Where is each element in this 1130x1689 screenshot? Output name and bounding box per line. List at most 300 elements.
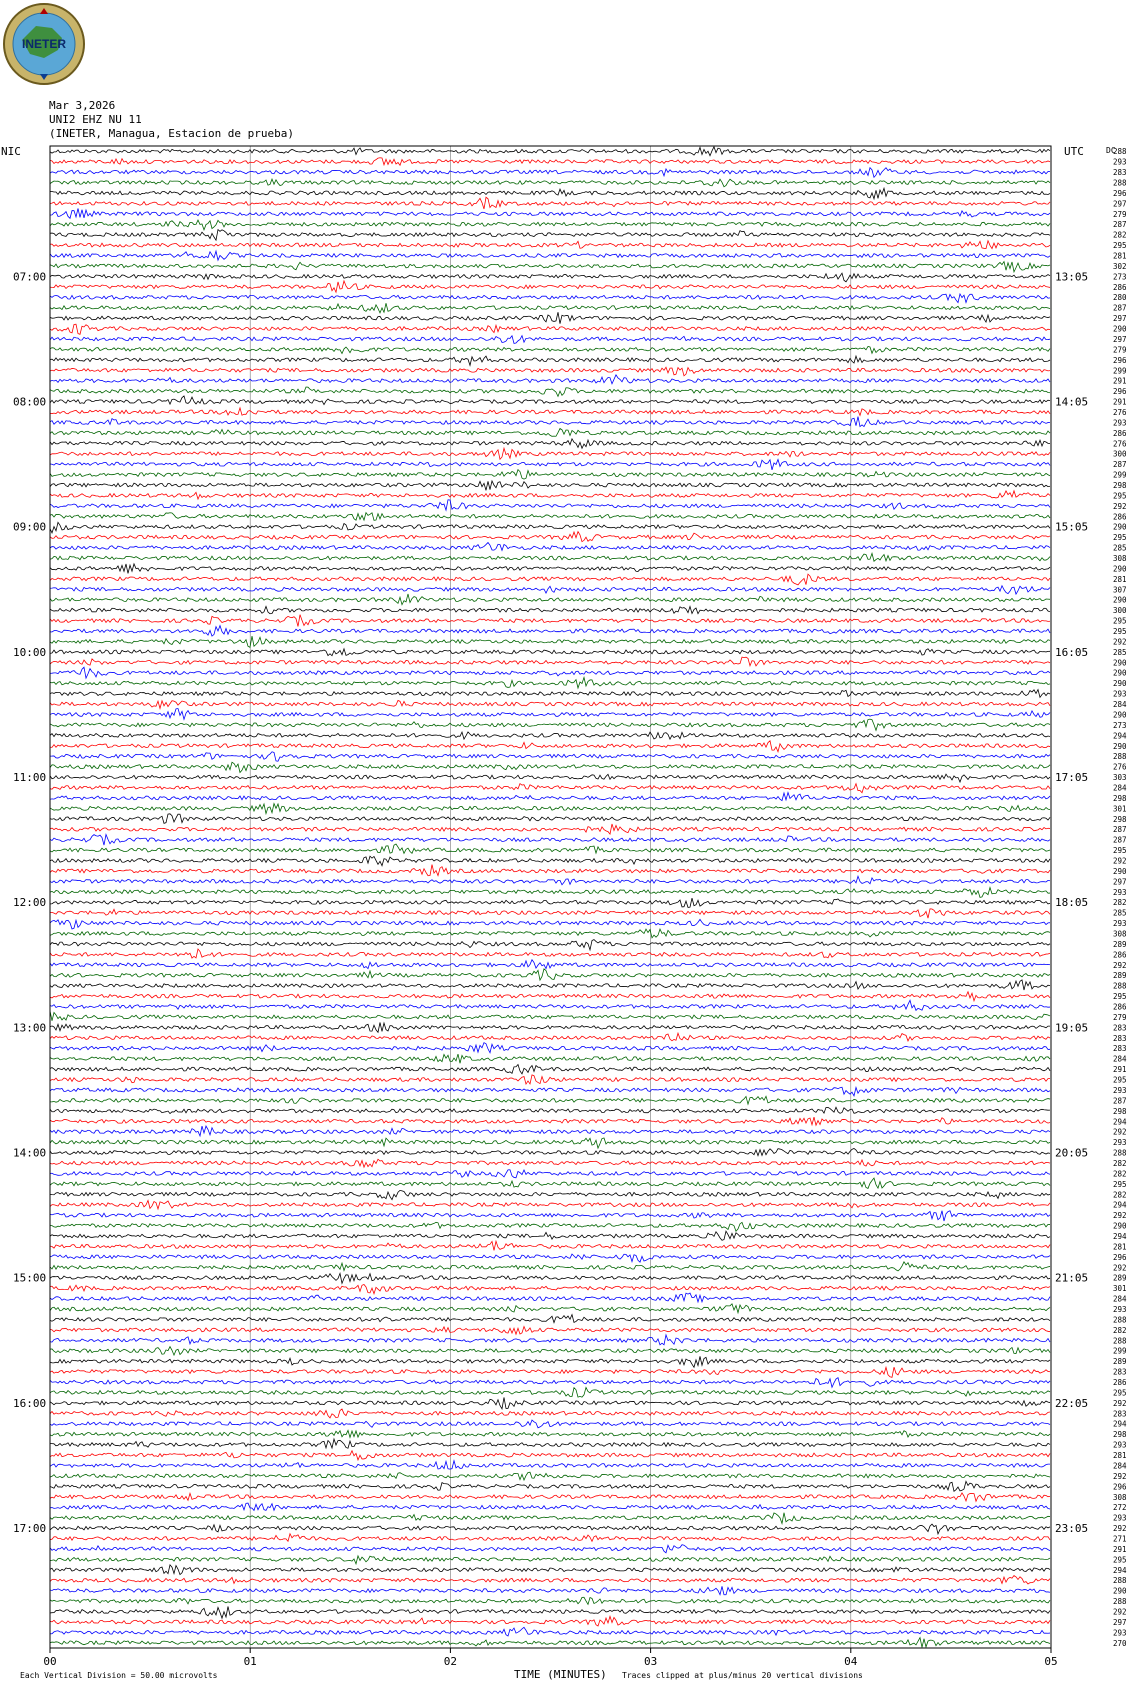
seismic-trace [50,481,1050,490]
seismic-trace [50,793,1050,801]
plot-date: Mar 3,2026 [49,99,116,112]
seismic-trace [50,814,1050,824]
seismic-trace [50,1293,1050,1302]
dc-offset-label: 295 [1113,992,1127,1002]
seismic-trace [50,312,1050,323]
dc-offset-label: 279 [1113,209,1127,219]
left-hour-label: 17:00 [13,1522,47,1536]
seismic-trace [50,1378,1050,1388]
seismic-trace [50,197,1050,209]
seismic-trace [50,719,1050,730]
seismic-trace [50,929,1050,938]
dc-offset-label: 292 [1113,856,1127,866]
seismic-trace [50,417,1050,427]
seismic-trace [50,294,1050,303]
dc-offset-label: 296 [1113,1252,1127,1262]
dc-offset-label: 297 [1113,314,1127,324]
scale-note: Each Vertical Division = 50.00 microvolts [20,1671,218,1680]
dc-offset-label: 308 [1113,1492,1127,1502]
right-hour-label: 23:05 [1055,1522,1089,1536]
seismic-trace [50,1117,1050,1125]
dc-offset-label: 293 [1113,1513,1127,1523]
seismic-trace [50,1222,1050,1231]
seismic-trace [50,876,1050,885]
dc-offset-label: 286 [1113,428,1127,438]
dc-offset-label: 288 [1113,981,1127,991]
seismic-trace [50,532,1050,542]
seismic-trace [50,1126,1050,1136]
dc-offset-label: 295 [1113,1179,1127,1189]
dc-offset-label: 296 [1113,387,1127,397]
seismic-trace [50,909,1050,918]
seismic-trace [50,1335,1050,1345]
seismic-trace [50,844,1050,853]
dc-offset-label: 293 [1113,1138,1127,1148]
seismic-trace [50,408,1050,416]
left-hour-label: 11:00 [13,771,47,785]
seismic-trace [50,1387,1050,1397]
dc-offset-label: 281 [1113,574,1127,584]
seismic-trace [50,1285,1050,1294]
x-tick-label: 05 [1044,1655,1058,1668]
dc-offset-label: 270 [1113,1638,1127,1648]
seismic-trace [50,1011,1050,1021]
dc-offset-label: 297 [1113,877,1127,887]
x-tick-label: 01 [243,1655,257,1668]
seismic-trace [50,1159,1050,1167]
dc-offset-label: 301 [1113,1284,1127,1294]
dc-offset-label: 288 [1113,1336,1127,1346]
dc-offset-label: 291 [1113,1065,1127,1075]
dc-offset-label: 295 [1113,1555,1127,1565]
seismic-trace [50,1304,1050,1313]
left-hour-label: 08:00 [13,395,47,409]
seismic-trace [50,1534,1050,1542]
seismic-trace [50,1481,1050,1491]
seismic-trace [50,522,1050,533]
seismic-trace [50,1397,1050,1408]
dc-offset-label: 293 [1113,887,1127,897]
seismic-trace [50,1241,1050,1250]
dc-offset-label: 272 [1113,1503,1127,1513]
seismic-trace [50,273,1050,282]
dc-offset-label: 292 [1113,501,1127,511]
seismic-trace [50,690,1050,698]
seismic-trace [50,470,1050,479]
seismic-trace [50,324,1050,334]
dc-offset-label: 300 [1113,606,1127,616]
dc-offset-label: 289 [1113,1273,1127,1283]
dc-offset-label: 299 [1113,470,1127,480]
dc-offset-label: 290 [1113,595,1127,605]
dc-offset-label: 294 [1113,1200,1127,1210]
dc-offset-label: 281 [1113,1451,1127,1461]
seismic-trace [50,774,1050,782]
dc-offset-label: 286 [1113,282,1127,292]
dc-offset-label: 283 [1113,1033,1127,1043]
dc-offset-label: 283 [1113,1044,1127,1054]
dc-offset-label: 283 [1113,168,1127,178]
dc-offset-label: 293 [1113,1628,1127,1638]
seismic-trace [50,1597,1050,1604]
right-hour-label: 21:05 [1055,1271,1089,1285]
dc-offset-label: 302 [1113,261,1127,271]
dc-offset-label: 284 [1113,783,1127,793]
dc-offset-label: 295 [1113,241,1127,251]
seismic-trace [50,1627,1050,1636]
dc-offset-label: 287 [1113,220,1127,230]
seismic-trace [50,1367,1050,1377]
dc-offset-label: 284 [1113,1054,1127,1064]
seismic-trace [50,960,1050,969]
seismic-trace [50,336,1050,344]
seismic-trace [50,1200,1050,1209]
dc-offset-label: 293 [1113,689,1127,699]
dc-offset-label: 288 [1113,1315,1127,1325]
seismic-trace [50,1545,1050,1553]
seismic-trace [50,262,1050,272]
dc-offset-label: 290 [1113,658,1127,668]
dc-offset-label: 292 [1113,1398,1127,1408]
seismic-trace [50,179,1050,187]
seismic-trace [50,626,1050,637]
seismic-trace [50,940,1050,950]
seismic-trace [50,762,1050,772]
dc-offset-label: 283 [1113,1367,1127,1377]
dc-offset-label: 282 [1113,1325,1127,1335]
dc-offset-label: 294 [1113,1231,1127,1241]
seismic-trace [50,1231,1050,1240]
x-tick-label: 00 [43,1655,57,1668]
dc-offset-label: 292 [1113,1127,1127,1137]
dc-offset-label: 294 [1113,1565,1127,1575]
dc-offset-label: 279 [1113,345,1127,355]
seismic-trace [50,429,1050,437]
dc-offset-label: 299 [1113,366,1127,376]
dc-offset-label: 282 [1113,898,1127,908]
dc-offset-label: 280 [1113,293,1127,303]
dc-offset-label: 287 [1113,460,1127,470]
dc-offset-label: 292 [1113,1607,1127,1617]
seismic-trace [50,1513,1050,1524]
dc-offset-label: 308 [1113,929,1127,939]
seismic-trace [50,586,1050,594]
seismic-trace [50,657,1050,666]
seismic-trace [50,1439,1050,1448]
dc-offset-label: 295 [1113,1075,1127,1085]
seismic-trace [50,281,1050,292]
seismic-trace [50,1575,1050,1583]
dc-offset-label: 294 [1113,1117,1127,1127]
seismic-trace [50,574,1050,585]
dc-offset-label: 282 [1113,1169,1127,1179]
dc-offset-label: 282 [1113,230,1127,240]
seismic-trace [50,147,1050,156]
seismic-trace [50,980,1050,990]
left-hour-label: 15:00 [13,1271,47,1285]
seismic-trace [50,491,1050,499]
dc-offset-label: 285 [1113,543,1127,553]
dc-offset-label: 289 [1113,939,1127,949]
seismic-trace [50,700,1050,708]
dc-offset-label: 290 [1113,1221,1127,1231]
dc-offset-label: 288 [1113,147,1127,157]
seismic-trace [50,1503,1050,1510]
seismic-trace [50,732,1050,739]
dc-offset-label: 293 [1113,1085,1127,1095]
dc-offset-label: 303 [1113,773,1127,783]
seismic-trace [50,1054,1050,1063]
dc-offset-label: 293 [1113,157,1127,167]
seismic-trace [50,949,1050,958]
dc-offset-label: 295 [1113,533,1127,543]
left-hour-label: 14:00 [13,1146,47,1160]
seismic-trace [50,1347,1050,1355]
dc-offset-label: 300 [1113,449,1127,459]
seismic-trace [50,1254,1050,1262]
channel-id: UNI2 EHZ NU 11 [49,113,142,126]
dc-offset-label: 293 [1113,1305,1127,1315]
dc-offset-label: 290 [1113,1586,1127,1596]
dc-offset-label: 298 [1113,814,1127,824]
dc-offset-label: 299 [1113,1346,1127,1356]
station-name: (INETER, Managua, Estacion de prueba) [49,127,295,140]
seismic-trace [50,1616,1050,1626]
seismic-trace [50,865,1050,876]
dc-offset-label: 292 [1113,1211,1127,1221]
dc-offset-label: 298 [1113,480,1127,490]
seismic-trace [50,606,1050,613]
seismic-trace [50,1638,1050,1648]
dc-offset-label: 296 [1113,188,1127,198]
dc-offset-label: 282 [1113,1190,1127,1200]
seismic-trace [50,1138,1050,1148]
dc-offset-label: 298 [1113,1430,1127,1440]
seismic-trace [50,356,1050,365]
dc-offset-label: 287 [1113,303,1127,313]
dc-offset-label: 288 [1113,1148,1127,1158]
seismic-trace [50,1075,1050,1084]
dc-offset-label: 295 [1113,627,1127,637]
dc-offset-label: 292 [1113,1471,1127,1481]
dc-offset-label: 283 [1113,1023,1127,1033]
seismic-trace [50,1148,1050,1155]
seismic-trace [50,1190,1050,1199]
seismic-trace [50,158,1050,166]
left-hour-label: 10:00 [13,645,47,659]
seismic-trace [50,251,1050,260]
dc-offset-label: 291 [1113,1544,1127,1554]
seismic-trace [50,594,1050,605]
seismic-trace [50,649,1050,656]
left-hour-label: 07:00 [13,270,47,284]
dc-offset-label: 290 [1113,741,1127,751]
seismic-trace [50,1065,1050,1074]
right-hour-label: 16:05 [1055,645,1089,659]
dc-offset-label: 285 [1113,647,1127,657]
seismic-trace [50,346,1050,353]
seismic-trace [50,709,1050,720]
dc-offset-label: 290 [1113,679,1127,689]
x-tick-label: 04 [844,1655,858,1668]
dc-offset-label: 307 [1113,585,1127,595]
seismic-trace [50,1409,1050,1418]
dc-offset-label: 286 [1113,950,1127,960]
dc-offset-label: 293 [1113,418,1127,428]
dc-offset-label: 288 [1113,752,1127,762]
dc-offset-label: 295 [1113,616,1127,626]
seismic-trace [50,969,1050,980]
seismic-trace [50,741,1050,752]
seismic-trace [50,898,1050,907]
dc-offset-label: 287 [1113,835,1127,845]
dc-offset-label: 297 [1113,1617,1127,1627]
seismic-trace [50,784,1050,793]
dc-offset-label: 286 [1113,512,1127,522]
seismic-trace [50,564,1050,574]
dc-offset-label: 284 [1113,1461,1127,1471]
seismic-trace [50,1586,1050,1594]
seismic-trace [50,1430,1050,1437]
dc-offset-label: 283 [1113,1409,1127,1419]
seismic-trace [50,888,1050,898]
dc-offset-label: 294 [1113,1419,1127,1429]
seismic-trace [50,448,1050,459]
dc-offset-label: 295 [1113,491,1127,501]
right-hour-label: 20:05 [1055,1146,1089,1160]
dc-offset-label: 290 [1113,668,1127,678]
dc-offset-label: 273 [1113,272,1127,282]
dc-offset-label: 287 [1113,1096,1127,1106]
right-hour-label: 22:05 [1055,1396,1089,1410]
dc-offset-label: 287 [1113,825,1127,835]
dc-offset-label: 292 [1113,1263,1127,1273]
dc-offset-label: 296 [1113,1482,1127,1492]
seismic-trace [50,500,1050,510]
x-tick-label: 02 [443,1655,458,1668]
dc-column-label: DC [1106,146,1116,155]
dc-offset-label: 297 [1113,334,1127,344]
left-hour-label: 12:00 [13,896,47,910]
left-hour-label: 13:00 [13,1021,47,1035]
seismic-trace [50,1043,1050,1053]
seismic-trace [50,667,1050,678]
seismic-trace [50,1461,1050,1469]
seismic-trace [50,459,1050,469]
seismic-trace [50,1356,1050,1367]
left-hour-label: 16:00 [13,1396,47,1410]
seismic-trace [50,439,1050,448]
seismic-trace [50,513,1050,521]
logo-text: INETER [21,37,67,51]
seismic-trace [50,220,1050,230]
seismic-trace [50,1096,1050,1104]
seismic-traces [50,147,1050,1647]
seismic-trace [50,1315,1050,1323]
dc-offset-label: 288 [1113,1576,1127,1586]
dc-offset-label: 293 [1113,919,1127,929]
dc-offset-label: 292 [1113,1524,1127,1534]
seismic-trace [50,1262,1050,1271]
dc-offset-label: 281 [1113,1242,1127,1252]
seismic-trace [50,1420,1050,1428]
seismic-trace [50,303,1050,313]
right-tz-label: UTC [1064,145,1084,158]
seismic-trace [50,1000,1050,1010]
seismic-trace [50,615,1050,627]
dc-offset-label: 282 [1113,1158,1127,1168]
seismic-trace [50,1107,1050,1113]
dc-offset-label: 290 [1113,522,1127,532]
dc-offset-label: 285 [1113,908,1127,918]
seismic-trace [50,387,1050,396]
right-hour-label: 13:05 [1055,270,1089,284]
seismic-trace [50,834,1050,845]
seismic-trace [50,919,1050,929]
dc-offset-label: 288 [1113,178,1127,188]
dc-offset-label: 292 [1113,960,1127,970]
dc-offset-label: 276 [1113,439,1127,449]
right-hour-label: 14:05 [1055,395,1089,409]
dc-offset-label: 271 [1113,1534,1127,1544]
dc-offset-label: 298 [1113,793,1127,803]
dc-offset-label: 284 [1113,1294,1127,1304]
dc-offset-label: 281 [1113,251,1127,261]
seismic-trace [50,992,1050,1001]
seismic-trace [50,1607,1050,1619]
seismic-trace [50,1524,1050,1534]
dc-offset-label: 286 [1113,1002,1127,1012]
plot-labels [13,147,1127,1668]
seismic-trace [50,636,1050,647]
dc-offset-label: 288 [1113,1597,1127,1607]
dc-offset-label: 292 [1113,637,1127,647]
seismic-trace [50,1087,1050,1096]
dc-offset-label: 298 [1113,1106,1127,1116]
seismic-trace [50,1178,1050,1188]
dc-offset-label: 297 [1113,199,1127,209]
dc-offset-label: 290 [1113,564,1127,574]
seismic-trace [50,804,1050,814]
right-hour-label: 15:05 [1055,520,1089,534]
clip-note: Traces clipped at plus/minus 20 vertical divisions [622,1671,863,1680]
seismic-trace [50,241,1050,249]
seismic-trace [50,553,1050,561]
seismic-trace [50,188,1050,199]
seismic-trace [50,168,1050,178]
dc-offset-label: 293 [1113,1440,1127,1450]
right-hour-label: 17:05 [1055,771,1089,785]
left-hour-label: 09:00 [13,520,47,534]
dc-offset-label: 291 [1113,397,1127,407]
dc-offset-label: 290 [1113,324,1127,334]
x-axis-title: TIME (MINUTES) [514,1668,607,1681]
dc-offset-label: 286 [1113,1378,1127,1388]
seismic-trace [50,824,1050,834]
seismic-trace [50,230,1050,241]
seismic-trace [50,1211,1050,1221]
left-tz-label: NIC [1,145,21,158]
seismic-trace [50,856,1050,865]
dc-offset-label: 284 [1113,700,1127,710]
dc-offset-label: 279 [1113,1012,1127,1022]
seismic-trace [50,1565,1050,1575]
seismic-trace [50,367,1050,376]
seismic-trace [50,1273,1050,1283]
dc-offset-label: 290 [1113,710,1127,720]
dc-offset-label: 290 [1113,866,1127,876]
seismic-trace [50,208,1050,218]
